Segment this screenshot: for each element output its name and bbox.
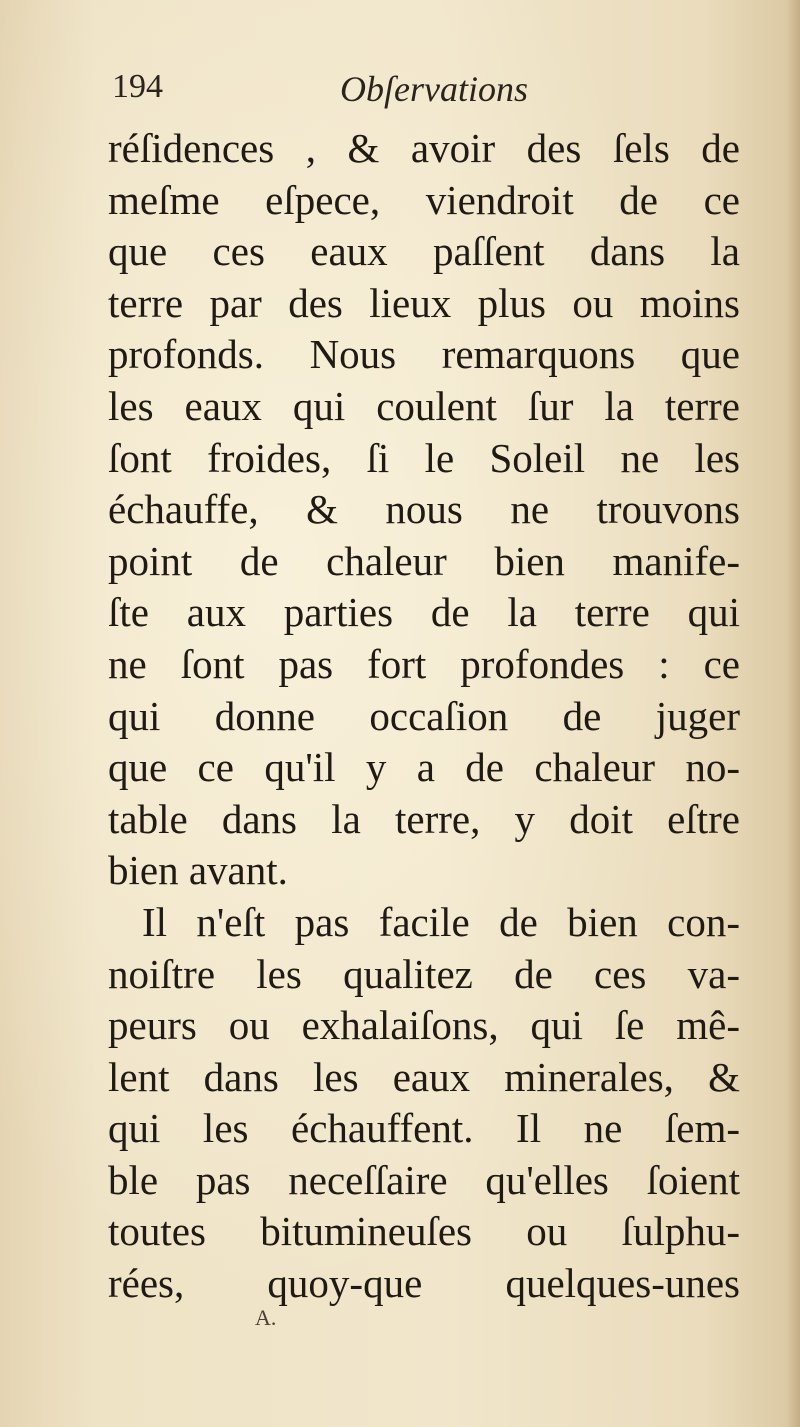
signature-mark: A. <box>255 1305 277 1330</box>
text-line: qui les échauffent. Il ne ſem- <box>108 1105 740 1152</box>
text-line: que ce qu'il y a de chaleur no- <box>108 744 740 791</box>
text-line: les eaux qui coulent ſur la terre <box>108 382 740 429</box>
text-line: qui donne occaſion de juger <box>108 692 740 739</box>
running-title: Obſervations <box>340 69 528 109</box>
body-text <box>108 123 740 1310</box>
text-line: table dans la terre, y doit eſtre <box>108 795 740 842</box>
page-number: 194 <box>112 68 163 105</box>
text-line: lent dans les eaux minerales, & <box>108 1053 740 1100</box>
text-line: échauffe, & nous ne trouvons <box>108 486 740 533</box>
text-line: ble pas neceſſaire qu'elles ſoient <box>108 1156 740 1203</box>
text-line: meſme eſpece, viendroit de ce <box>108 176 740 223</box>
text-line: réſidences , & avoir des ſels de <box>108 125 740 171</box>
text-line: que ces eaux paſſent dans la <box>108 228 740 275</box>
text-line: ſont froides, ſi le Soleil ne les <box>108 434 740 481</box>
text-line: point de chaleur bien manife- <box>108 537 740 584</box>
text-line: profonds. Nous remarquons que <box>108 331 740 378</box>
text-line: peurs ou exhalaiſons, qui ſe mê- <box>108 1002 740 1049</box>
text-line: rées, quoy-que quelques-unes <box>108 1260 740 1307</box>
running-head <box>112 68 732 118</box>
page-edge-shadow <box>786 0 800 1427</box>
text-line: toutes bitumineuſes ou ſulphu- <box>108 1208 740 1255</box>
text-line: noiſtre les qualitez de ces va- <box>108 950 740 997</box>
text-line-paragraph-start: Il n'eſt pas facile de bien con- <box>142 898 740 945</box>
text-line-paragraph-end: bien avant. <box>108 847 288 894</box>
text-line: ſte aux parties de la terre qui <box>108 589 740 636</box>
text-line: terre par des lieux plus ou moins <box>108 279 740 326</box>
text-line: ne ſont pas fort profondes : ce <box>108 640 740 687</box>
